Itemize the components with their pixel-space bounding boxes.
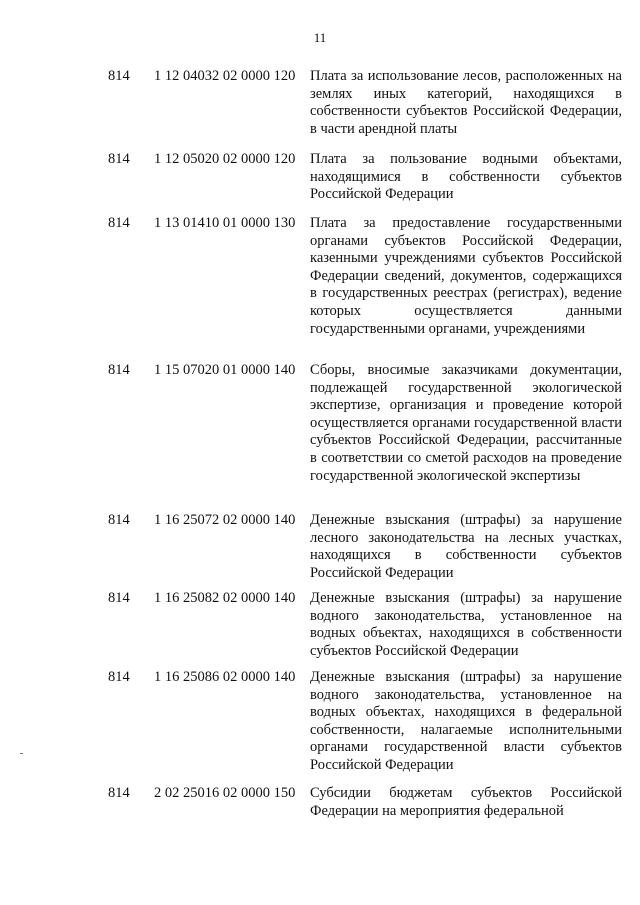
budget-classification-code: 1 12 05020 02 0000 120 — [154, 151, 296, 167]
budget-classification-code: 1 12 04032 02 0000 120 — [154, 68, 296, 84]
income-description: Плата за пользование водными объектами, находящимися в собственности субъектов Российской Федерации — [310, 151, 622, 203]
margin-mark — [20, 753, 23, 754]
admin-code: 814 — [108, 590, 130, 606]
budget-classification-code: 1 16 25072 02 0000 140 — [154, 512, 296, 528]
income-description: Сборы, вносимые заказчиками документации, подлежащей государственной экологической экспертизе, организация и проведение которой осуществляется органами государственной власти субъектов Российской Федерации, рассчитанные в соответствии со сметой расходов на проведение государственной экологической экспертизы — [310, 362, 622, 484]
budget-classification-code: 2 02 25016 02 0000 150 — [154, 785, 296, 801]
admin-code: 814 — [108, 785, 130, 801]
admin-code: 814 — [108, 215, 130, 231]
admin-code: 814 — [108, 151, 130, 167]
budget-classification-code: 1 13 01410 01 0000 130 — [154, 215, 296, 231]
admin-code: 814 — [108, 362, 130, 378]
budget-classification-code: 1 16 25086 02 0000 140 — [154, 669, 296, 685]
admin-code: 814 — [108, 512, 130, 528]
budget-classification-code: 1 16 25082 02 0000 140 — [154, 590, 296, 606]
income-description: Субсидии бюджетам субъектов Российской Федерации на мероприятия федеральной — [310, 785, 622, 819]
budget-classification-code: 1 15 07020 01 0000 140 — [154, 362, 296, 378]
income-description: Денежные взыскания (штрафы) за нарушение лесного законодательства на лесных участках, находящихся в собственности субъектов Российской Федерации — [310, 512, 622, 581]
income-description: Денежные взыскания (штрафы) за нарушение водного законодательства, установленное на водных объектах, находящихся в федеральной собственности, налагаемые исполнительными органами государственной власти субъектов Российской Федерации — [310, 669, 622, 773]
income-description: Плата за использование лесов, расположенных на землях иных категорий, находящихся в собственности субъектов Российской Федерации, в части арендной платы — [310, 68, 622, 137]
admin-code: 814 — [108, 68, 130, 84]
admin-code: 814 — [108, 669, 130, 685]
income-description: Плата за предоставление государственными органами субъектов Российской Федерации, казенными учреждениями субъектов Российской Федерации сведений, документов, содержащихся в государственных реестрах (регистрах), ведение которых осуществляется данными государственными органами, учреждениями — [310, 215, 622, 337]
page-number: 11 — [313, 30, 327, 45]
income-description: Денежные взыскания (штрафы) за нарушение водного законодательства, установленное на водных объектах, находящихся в собственности субъектов Российской Федерации — [310, 590, 622, 659]
